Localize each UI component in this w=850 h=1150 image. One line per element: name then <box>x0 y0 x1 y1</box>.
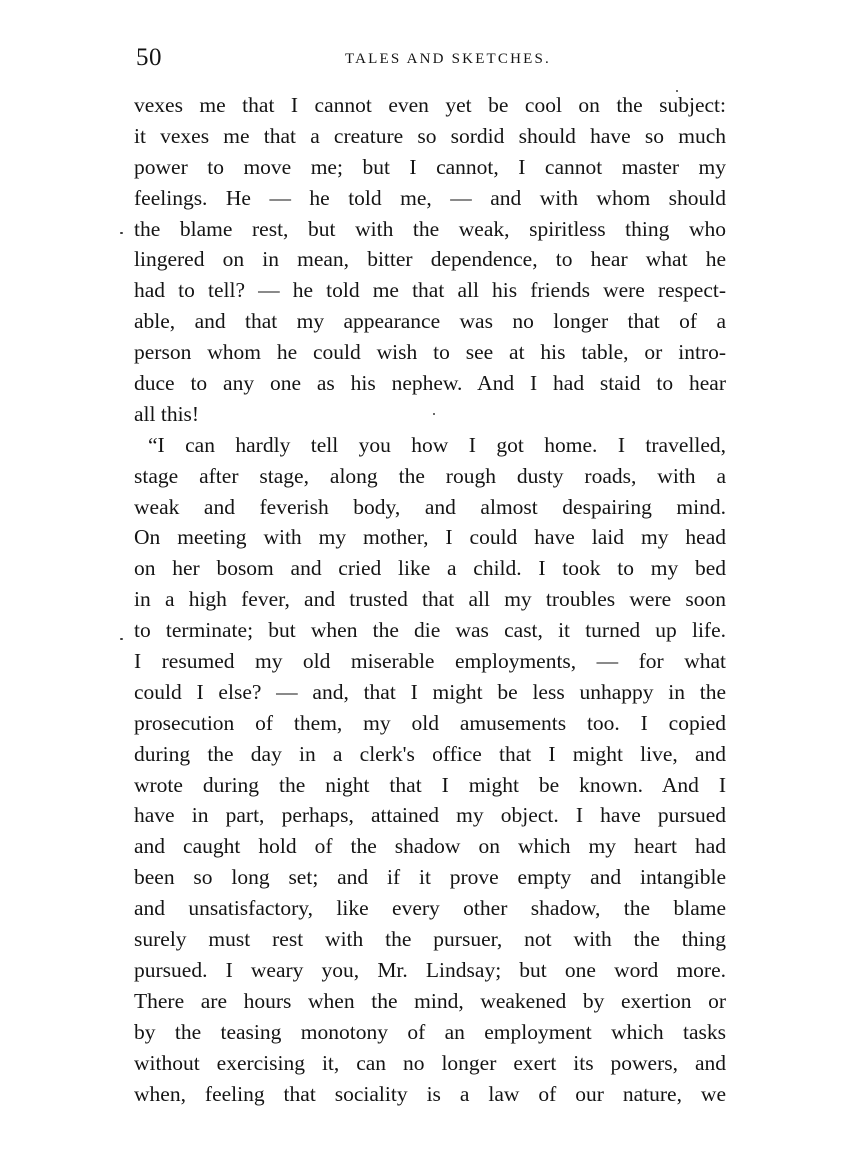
page-number: 50 <box>136 44 162 71</box>
text-line: able, and that my appearance was no longer that of a <box>134 309 726 334</box>
text-line: had to tell? — he told me that all his friends were respect- <box>134 278 726 303</box>
paragraph <box>134 430 726 1110</box>
print-speck <box>120 638 123 640</box>
text-line: it vexes me that a creature so sordid should have so much <box>134 123 726 148</box>
text-line: when, feeling that sociality is a law of our nature, we <box>134 1081 726 1106</box>
text-line: I resumed my old miserable employments, — for what <box>134 649 726 674</box>
text-line: without exercising it, can no longer exert its powers, and <box>134 1050 726 1075</box>
text-line: stage after stage, along the rough dusty roads, with a <box>134 463 726 488</box>
text-line: There are hours when the mind, weakened by exertion or <box>134 988 726 1013</box>
text-line: the blame rest, but with the weak, spiritless thing who <box>134 216 726 241</box>
text-line: wrote during the night that I might be known. And I <box>134 772 726 797</box>
text-line: all this! <box>134 401 200 426</box>
text-line: power to move me; but I cannot, I cannot master my <box>134 154 726 179</box>
paragraph <box>134 90 726 430</box>
running-head <box>132 40 728 80</box>
print-speck <box>676 90 678 92</box>
text-line: surely must rest with the pursuer, not with the thing <box>134 927 726 952</box>
print-speck <box>120 232 123 234</box>
text-line: in a high fever, and trusted that all my troubles were soon <box>134 587 726 612</box>
text-line: prosecution of them, my old amusements too. I copied <box>134 710 726 735</box>
text-line: lingered on in mean, bitter dependence, to hear what he <box>134 247 726 272</box>
text-line: been so long set; and if it prove empty and intangible <box>134 865 726 890</box>
text-line: by the teasing monotony of an employment which tasks <box>134 1019 726 1044</box>
text-line: duce to any one as his nephew. And I had staid to hear <box>134 371 726 396</box>
text-line: and caught hold of the shadow on which my heart had <box>134 834 726 859</box>
text-line: on her bosom and cried like a child. I took to my bed <box>134 556 726 581</box>
text-line: could I else? — and, that I might be less unhappy in the <box>134 679 726 704</box>
text-line: “I can hardly tell you how I got home. I travelled, <box>148 432 726 457</box>
text-line: feelings. He — he told me, — and with whom should <box>134 185 726 210</box>
text-line: pursued. I weary you, Mr. Lindsay; but one word more. <box>134 957 726 982</box>
text-line: and unsatisfactory, like every other shadow, the blame <box>134 896 726 921</box>
running-title: TALES AND SKETCHES. <box>344 51 552 67</box>
text-line: On meeting with my mother, I could have laid my head <box>134 525 726 550</box>
text-line: have in part, perhaps, attained my object. I have pursued <box>134 803 726 828</box>
print-speck <box>433 413 435 415</box>
text-line: vexes me that I cannot even yet be cool on the subject: <box>134 93 726 117</box>
body-text <box>134 90 726 1109</box>
text-line: during the day in a clerk's office that I might live, and <box>134 741 726 766</box>
text-line: weak and feverish body, and almost despairing mind. <box>134 494 726 519</box>
text-line: to terminate; but when the die was cast, it turned up life. <box>134 618 726 643</box>
text-line: person whom he could wish to see at his table, or intro- <box>134 340 726 365</box>
